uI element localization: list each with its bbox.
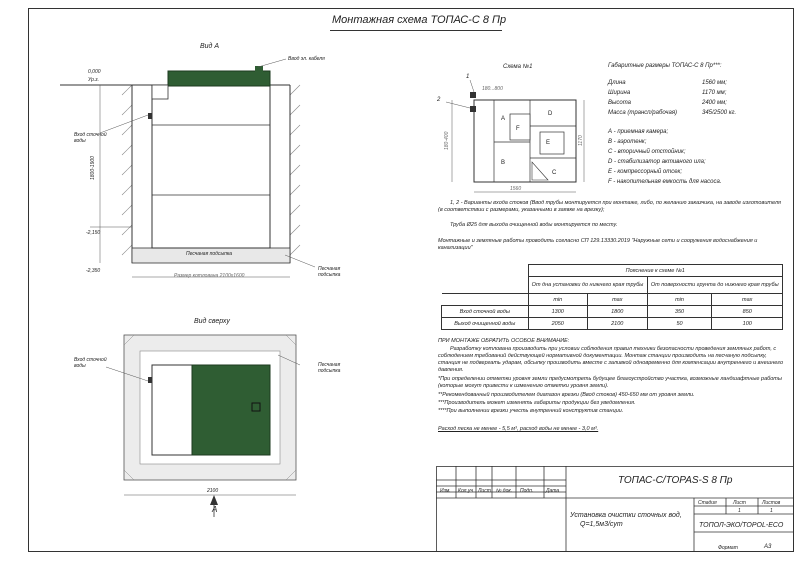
chamber-c: C <box>552 170 557 176</box>
table-min-1: min <box>528 294 588 306</box>
sp-note: Монтажные и земляные работы проводить согласно СП 129.13330.2019 "Наружные сети и сооружения водоснабжения и канализации" <box>438 238 758 251</box>
callout-2: 2 <box>437 97 441 103</box>
table-caption: Пояснение к схеме №1 <box>528 265 783 277</box>
title-underline <box>330 30 502 31</box>
chamber-a: A <box>501 116 506 122</box>
size-mass-label: Масса (трансп/рабочая) <box>608 110 678 116</box>
cell: 850 <box>712 306 783 318</box>
stamp-sheet: Лист <box>733 500 746 506</box>
scheme1-drawing <box>432 70 592 200</box>
cell: 2100 <box>588 318 648 330</box>
chamber-f: F <box>516 126 520 132</box>
cell: 1800 <box>588 306 648 318</box>
level-bottom-label: -2,350 <box>86 268 101 274</box>
table-max-1: max <box>588 294 648 306</box>
stamp-sheets-value: 1 <box>770 508 773 514</box>
cable-input-label: Ввод эл. кабеля <box>288 56 325 62</box>
legend-f: F - накопительная емкость для насоса. <box>608 179 722 185</box>
view-top-title: Вид сверху <box>194 318 230 325</box>
sand-bed-side-label: Песчаная подсыпка <box>318 266 341 278</box>
attention-p1: Разработку котлована производить при условии соблюдения правил техники безопасности проведения земляных работ, с соблюдением требований действующей нормативной документации. Монтаж станции производить на песчаную подсыпку, станция не подвергать ударам, обсыпку производить вместе с заливкой одновременно для компенсации внутреннего и внешнего давления. <box>438 346 784 373</box>
sizes-title: Габаритные размеры ТОПАС-С 8 Пр***: <box>608 63 722 69</box>
pit-size-label: Размер котлована 2100х1600 <box>174 273 245 279</box>
stamp-company: ТОПОЛ-ЭКО/TOPOL-ECO <box>699 522 784 529</box>
stamp-header-list: Лист <box>478 488 491 494</box>
view-a-drawing <box>60 55 360 295</box>
stamp-header-doc: № док. <box>496 488 513 494</box>
stamp-sheet-value: 1 <box>738 508 741 514</box>
stamp-header-sign: Подп. <box>520 488 534 494</box>
scheme1-dim-bottom: 1560 <box>510 186 522 192</box>
variants-note: 1, 2 - Варианты входа стоков (Ввод трубы монтируется при монтаже, либо, по желанию заказчика, на заводе изготовителя (в соответствии с размерами, указанными в заявке на врезку); <box>438 200 781 213</box>
drawing-title: Монтажная схема ТОПАС-С 8 Пр <box>332 14 507 26</box>
cell: 50 <box>647 318 712 330</box>
stamp-sheets: Листов <box>762 500 781 506</box>
attention-p5: ****При выполнении врезки учесть внутренний конструктив станции. <box>438 408 624 414</box>
view-arrow-label: А <box>212 505 218 514</box>
pipe-note: Труба Ø25 для выхода очищенной воды монтируется по месту. <box>450 222 618 228</box>
scheme1-dim-right: 1170 <box>578 135 584 146</box>
table-row <box>442 318 783 330</box>
stamp-stage: Стадия <box>698 500 717 506</box>
chamber-e: E <box>546 140 551 146</box>
level-zero-label: 0,000 <box>88 69 101 75</box>
chamber-b: B <box>501 160 506 166</box>
legend-d: D - стабилизатор активного ила; <box>608 159 706 165</box>
stamp-header-izm: Изм. <box>440 488 451 494</box>
attention-p3: **Рекомендованный производителем диапазон врезки (Ввод стоков) 450-650 мм от уровня земли. <box>438 392 695 398</box>
table-col2-header: От поверхности грунта до нижнего края трубы <box>647 277 782 294</box>
table-row <box>442 306 783 318</box>
table-min-2: min <box>647 294 712 306</box>
height-dim-label: 1800-1900 <box>90 156 96 180</box>
stamp-product: ТОПАС-С/TOPAS-S 8 Пр <box>618 475 733 486</box>
stamp-desc-2: Q=1,5м3/сут <box>580 521 623 528</box>
legend-a: А - приемная камера; <box>608 129 669 135</box>
table-corner <box>442 265 529 277</box>
format-value: А3 <box>764 544 772 550</box>
level-mid-label: -2,150 <box>86 230 101 236</box>
size-length-label: Длина <box>608 80 626 86</box>
cell: 2050 <box>528 318 588 330</box>
waste-input-label: Вход сточной воды <box>74 132 107 144</box>
size-height-label: Высота <box>608 100 632 106</box>
size-width-label: Ширина <box>608 90 631 96</box>
sand-consumption: Расход песка не менее - 5,5 м³, расход воды не менее - 3,0 м³. <box>438 426 599 432</box>
legend-e: Е - компрессорный отсек; <box>608 169 683 175</box>
ground-level-label: Ур.з. <box>88 77 100 83</box>
table-blank <box>442 277 529 294</box>
view-a-title: Вид А <box>200 43 220 50</box>
top-waste-input-label: Вход сточной воды <box>74 357 107 369</box>
legend-c: С - вторичный отстойник; <box>608 149 686 155</box>
stamp-header-kol: Кол.уч <box>458 488 473 494</box>
sand-bed-label: Песчаная подсыпка <box>186 251 233 257</box>
view-top-drawing <box>100 325 320 525</box>
cell: 1300 <box>528 306 588 318</box>
legend-b: В - аэротенк; <box>608 139 647 145</box>
attention-p2: *При определении отметки уровня земли предусмотреть будущее благоустройство участка, возможные ландшафтные работы (которые могут привести к изменению отметки уровня земли). <box>438 376 782 389</box>
top-width-dim: 2100 <box>207 488 219 494</box>
levels-table <box>441 264 783 330</box>
row-label: Вход сточной воды <box>442 306 529 318</box>
scheme1-title: Схема №1 <box>503 64 533 70</box>
attention-title: ПРИ МОНТАЖЕ ОБРАТИТЬ ОСОБОЕ ВНИМАНИЕ: <box>438 338 570 344</box>
table-max-2: max <box>712 294 783 306</box>
cell: 100 <box>712 318 783 330</box>
cell: 350 <box>647 306 712 318</box>
row-label: Выход очищенной воды <box>442 318 529 330</box>
size-width-value: 1170 мм; <box>702 90 727 96</box>
stamp-header-date: Дата <box>546 488 560 494</box>
table-col1-header: От дна установки до нижнего края трубы <box>528 277 647 294</box>
size-length-value: 1560 мм; <box>702 80 727 86</box>
scheme1-dim-left: 180-400 <box>444 131 450 150</box>
scheme1-dim-top: 180...800 <box>482 86 503 92</box>
top-sand-bed-label: Песчаная подсыпка <box>318 362 341 374</box>
format-label: Формат <box>718 545 738 551</box>
chamber-d: D <box>548 111 553 117</box>
attention-p4: ***Производитель может изменять габариты продукции без уведомления. <box>438 400 636 406</box>
size-mass-value: 345/2500 кг. <box>702 110 737 116</box>
callout-1: 1 <box>466 74 470 80</box>
table-blank-2 <box>442 294 529 306</box>
size-height-value: 2400 мм; <box>702 100 727 106</box>
stamp-desc-1: Установка очистки сточных вод, <box>570 512 682 519</box>
